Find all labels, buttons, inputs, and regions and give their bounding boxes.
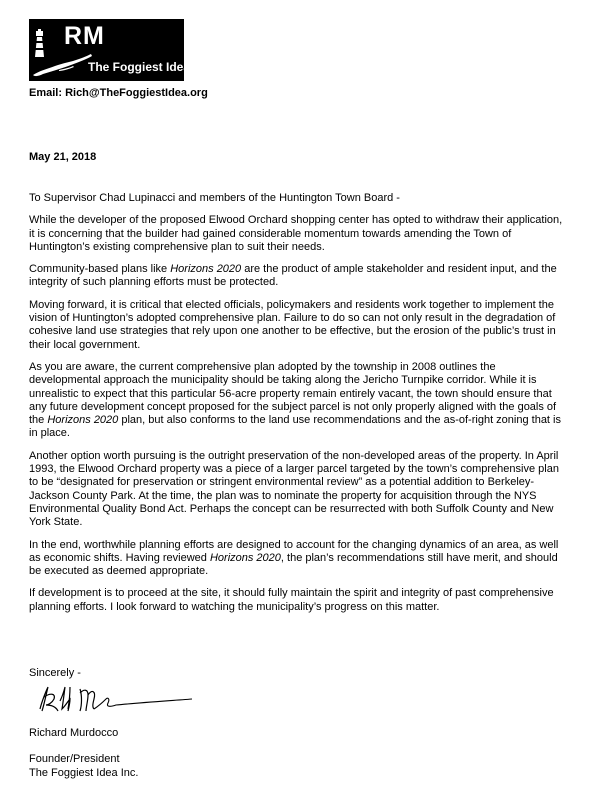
logo: [29, 19, 191, 81]
handwritten-signature: [36, 683, 196, 717]
paragraph-text: plan, but also conforms to the land use recommendations and the as-of-right zoning that is in place.: [29, 414, 561, 440]
plan-name-italic: Horizons 2020: [209, 551, 281, 564]
logo-initials: RM: [64, 22, 105, 50]
paragraph-text: Community-based plans like: [29, 263, 171, 276]
paragraph: Moving forward, it is critical that elected officials, policymakers and residents work together to implement the vision of Huntington’s adopted comprehensive plan. Failure to do so can not only result in the degradation of cohesive land use strategies that rely upon one another to be effective, but the erosion of the public’s trust in their local government.: [29, 298, 556, 351]
salutation: To Supervisor Chad Lupinacci and members of the Huntington Town Board -: [29, 192, 400, 204]
logo-tagline: The Foggiest Idea: [88, 60, 191, 74]
paragraph-text: , the plan’s recommendations still have merit, and should be executed as deemed appropriate.: [29, 551, 558, 578]
paragraph-text: are the product of ample stakeholder and resident input, and the integrity of such planning efforts must be protected.: [29, 263, 557, 289]
paragraph: While the developer of the proposed Elwood Orchard shopping center has opted to withdraw their application, it is concerning that the builder had gained considerable momentum towards amending the Town of Huntington’s existing comprehensive plan to suit their needs.: [29, 214, 563, 253]
signer-company: The Foggiest Idea Inc.: [29, 767, 139, 779]
paragraph: [29, 263, 565, 290]
paragraph-text: As you are aware, the current comprehensive plan adopted by the township in 2008 outlines the developmental approach the municipality should be taking along the Jericho Turnpike corridor. While it is unrealistic to expect that this particular 56-acre property remain entirely vacant, the town should ensure that any future development concept proposed for the subject parcel is not only properly aligned with the goals of the: [29, 360, 557, 427]
paragraph: [29, 361, 565, 441]
letter-date: May 21, 2018: [29, 151, 97, 163]
plan-name-italic: Horizons 2020: [170, 263, 242, 276]
closing: Sincerely -: [29, 667, 81, 679]
paragraph-text: In the end, worthwhile planning efforts are designed to account for the changing dynamics of an area, as well as economic shifts. Having reviewed: [29, 538, 559, 564]
letter-body: [29, 192, 565, 623]
paragraph: [29, 539, 565, 579]
signer-title: Founder/President: [29, 753, 120, 765]
paragraph: If development is to proceed at the site, it should fully maintain the spirit and integrity of past comprehensive planning efforts. I look forward to watching the municipality’s progress on this matter.: [29, 587, 554, 613]
email-line: Email: Rich@TheFoggiestIdea.org: [29, 87, 208, 99]
signer-name: Richard Murdocco: [29, 727, 119, 739]
paragraph: Another option worth pursuing is the outright preservation of the non-developed areas of the property. In April 1993, the Elwood Orchard property was a piece of a larger parcel targeted by the town’s comprehensive plan to be “designated for preservation or stringent environmental review” as a potential addition to Berkeley-Jackson County Park. At the time, the plan was to nominate the property for acquisition through the NYS Environmental Quality Bond Act. Perhaps the concept can be resurrected with both Suffolk County and New York State.: [29, 449, 559, 529]
plan-name-italic: Horizons 2020: [47, 414, 119, 427]
